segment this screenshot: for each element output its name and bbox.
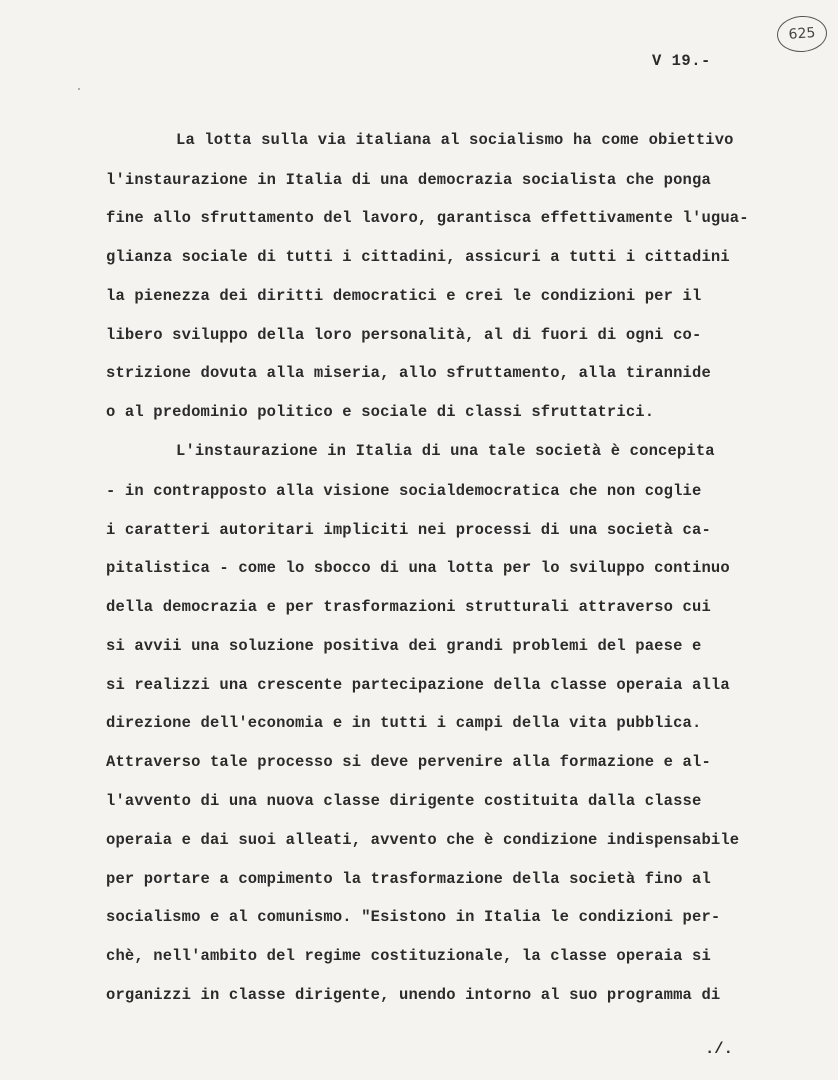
text-line: fine allo sfruttamento del lavoro, garantisca effettivamente l'ugua-: [106, 209, 749, 227]
text-line: La lotta sulla via italiana al socialismo ha come obiettivo: [176, 131, 734, 149]
text-line: L'instaurazione in Italia di una tale società è concepita: [176, 442, 715, 460]
text-line: o al predominio politico e sociale di classi sfruttatrici.: [106, 403, 655, 421]
text-line: si realizzi una crescente partecipazione della classe operaia alla: [106, 676, 730, 694]
text-line: della democrazia e per trasformazioni strutturali attraverso cui: [106, 598, 711, 616]
text-line: socialismo e al comunismo. "Esistono in Italia le condizioni per-: [106, 908, 721, 926]
text-line: organizzi in classe dirigente, unendo intorno al suo programma di: [106, 986, 721, 1004]
text-line: Attraverso tale processo si deve pervenire alla formazione e al-: [106, 753, 711, 771]
text-line: strizione dovuta alla miseria, allo sfruttamento, alla tirannide: [106, 364, 711, 382]
continuation-mark: ./.: [705, 1040, 733, 1058]
text-line: l'avvento di una nuova classe dirigente costituita dalla classe: [106, 792, 702, 810]
text-line: glianza sociale di tutti i cittadini, assicuri a tutti i cittadini: [106, 248, 730, 266]
archive-stamp: 625: [776, 14, 828, 53]
text-line: - in contrapposto alla visione socialdemocratica che non coglie: [106, 482, 702, 500]
text-line: la pienezza dei diritti democratici e crei le condizioni per il: [106, 287, 702, 305]
text-line: per portare a compimento la trasformazione della società fino al: [106, 870, 711, 888]
text-line: chè, nell'ambito del regime costituzionale, la classe operaia si: [106, 947, 711, 965]
text-line: libero sviluppo della loro personalità, al di fuori di ogni co-: [106, 326, 702, 344]
text-line: l'instaurazione in Italia di una democrazia socialista che ponga: [106, 171, 711, 189]
paper-speck: [78, 88, 80, 90]
text-line: pitalistica - come lo sbocco di una lotta per lo sviluppo continuo: [106, 559, 730, 577]
page-number: V 19.-: [652, 52, 711, 70]
text-line: operaia e dai suoi alleati, avvento che è condizione indispensabile: [106, 831, 740, 849]
text-line: si avvii una soluzione positiva dei grandi problemi del paese e: [106, 637, 702, 655]
text-line: i caratteri autoritari impliciti nei processi di una società ca-: [106, 521, 711, 539]
text-line: direzione dell'economia e in tutti i campi della vita pubblica.: [106, 714, 702, 732]
